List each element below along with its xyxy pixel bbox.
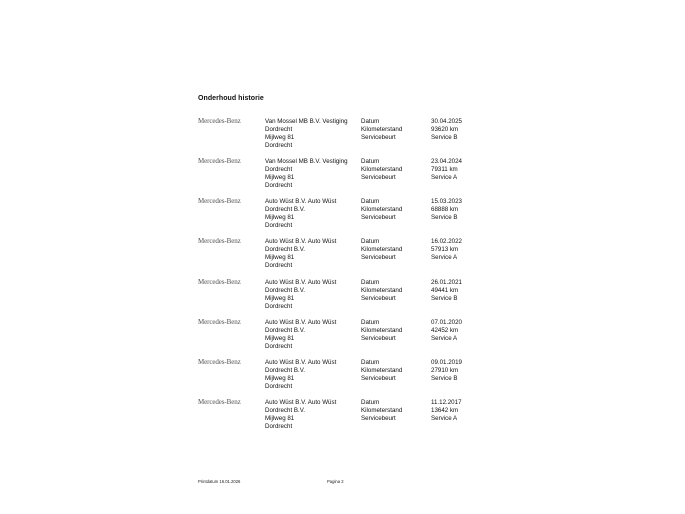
date-label: Datum	[361, 279, 380, 286]
service-record	[198, 238, 478, 274]
dealer-address	[265, 399, 336, 431]
mileage-label: Kilometerstand	[361, 126, 403, 134]
brand-logo: Mercedes-Benz	[198, 117, 241, 125]
dealer-line: Dordrecht B.V.	[265, 407, 306, 415]
date-value: 09.01.2019	[431, 359, 462, 366]
record-values	[431, 319, 462, 343]
service-label: Servicebeurt	[361, 254, 396, 262]
mileage-value: 93620 km	[431, 126, 459, 134]
dealer-address	[265, 158, 348, 190]
record-values	[431, 238, 462, 262]
service-label: Servicebeurt	[361, 375, 396, 383]
date-label: Datum	[361, 359, 380, 366]
mileage-label: Kilometerstand	[361, 206, 403, 214]
page-number: Pagina 2	[327, 479, 344, 484]
mileage-label: Kilometerstand	[361, 327, 403, 335]
dealer-city: Dordrecht	[265, 262, 293, 270]
record-labels	[361, 238, 402, 262]
record-values	[431, 198, 462, 222]
service-label: Servicebeurt	[361, 214, 396, 222]
mileage-value: 42452 km	[431, 327, 459, 335]
brand-logo: Mercedes-Benz	[198, 398, 241, 406]
section-title: Onderhoud historie	[198, 95, 264, 102]
mileage-value: 57913 km	[431, 246, 459, 254]
dealer-street: Mijlweg 81	[265, 335, 295, 343]
brand-logo: Mercedes-Benz	[198, 157, 241, 165]
dealer-city: Dordrecht	[265, 303, 293, 311]
dealer-street: Mijlweg 81	[265, 295, 295, 303]
mileage-value: 49441 km	[431, 287, 459, 295]
record-values	[431, 399, 462, 423]
brand-logo: Mercedes-Benz	[198, 358, 241, 366]
mileage-value: 68888 km	[431, 206, 459, 214]
record-labels	[361, 319, 402, 343]
record-labels	[361, 279, 402, 303]
dealer-city: Dordrecht	[265, 222, 293, 230]
dealer-name: Auto Wüst B.V. Auto Wüst	[265, 319, 337, 326]
record-labels	[361, 198, 402, 222]
date-value: 07.01.2020	[431, 319, 462, 326]
mileage-label: Kilometerstand	[361, 246, 403, 254]
mileage-value: 27910 km	[431, 367, 459, 375]
service-record	[198, 359, 478, 395]
record-labels	[361, 158, 402, 182]
service-value: Service A	[431, 335, 458, 343]
date-label: Datum	[361, 238, 380, 245]
dealer-street: Mijlweg 81	[265, 254, 295, 262]
dealer-line: Dordrecht B.V.	[265, 367, 306, 375]
record-values	[431, 359, 462, 383]
service-record	[198, 399, 478, 435]
date-value: 30.04.2025	[431, 118, 462, 125]
date-value: 16.02.2022	[431, 238, 462, 245]
service-label: Servicebeurt	[361, 174, 396, 182]
date-label: Datum	[361, 158, 380, 165]
dealer-street: Mijlweg 81	[265, 415, 295, 423]
brand-logo: Mercedes-Benz	[198, 278, 241, 286]
date-value: 26.01.2021	[431, 279, 462, 286]
record-labels	[361, 359, 402, 383]
dealer-street: Mijlweg 81	[265, 375, 295, 383]
record-labels	[361, 399, 402, 423]
service-value: Service B	[431, 134, 458, 142]
brand-logo: Mercedes-Benz	[198, 237, 241, 245]
mileage-label: Kilometerstand	[361, 407, 403, 415]
service-label: Servicebeurt	[361, 134, 396, 142]
service-record	[198, 158, 478, 194]
service-label: Servicebeurt	[361, 415, 396, 423]
dealer-city: Dordrecht	[265, 142, 293, 150]
dealer-name: Auto Wüst B.V. Auto Wüst	[265, 198, 337, 205]
dealer-city: Dordrecht	[265, 182, 293, 190]
service-value: Service A	[431, 174, 458, 182]
date-value: 11.12.2017	[431, 399, 462, 406]
service-label: Servicebeurt	[361, 295, 396, 303]
dealer-street: Mijlweg 81	[265, 214, 295, 222]
service-value: Service A	[431, 415, 458, 423]
mileage-value: 13642 km	[431, 407, 459, 415]
service-record	[198, 118, 478, 154]
dealer-city: Dordrecht	[265, 423, 293, 431]
date-label: Datum	[361, 118, 380, 125]
dealer-address	[265, 198, 336, 230]
date-label: Datum	[361, 319, 380, 326]
mileage-label: Kilometerstand	[361, 166, 403, 174]
date-label: Datum	[361, 198, 380, 205]
dealer-address	[265, 319, 336, 351]
record-values	[431, 118, 462, 142]
dealer-name: Auto Wüst B.V. Auto Wüst	[265, 238, 337, 245]
date-value: 23.04.2024	[431, 158, 462, 165]
service-record	[198, 319, 478, 355]
record-values	[431, 158, 462, 182]
dealer-line: Dordrecht B.V.	[265, 287, 306, 295]
mileage-label: Kilometerstand	[361, 287, 403, 295]
mileage-value: 79311 km	[431, 166, 458, 174]
dealer-line: Dordrecht B.V.	[265, 327, 306, 335]
service-label: Servicebeurt	[361, 335, 396, 343]
service-value: Service B	[431, 375, 458, 383]
dealer-address	[265, 238, 336, 270]
dealer-line: Dordrecht B.V.	[265, 206, 306, 214]
dealer-city: Dordrecht	[265, 343, 293, 351]
dealer-line: Dordrecht	[265, 126, 293, 134]
dealer-address	[265, 359, 336, 391]
dealer-name: Auto Wüst B.V. Auto Wüst	[265, 399, 337, 406]
print-date: Printdatum 16.01.2026	[198, 479, 241, 484]
dealer-name: Auto Wüst B.V. Auto Wüst	[265, 359, 337, 366]
service-value: Service A	[431, 254, 458, 262]
mileage-label: Kilometerstand	[361, 367, 403, 375]
service-record	[198, 198, 478, 234]
dealer-city: Dordrecht	[265, 383, 293, 391]
dealer-street: Mijlweg 81	[265, 174, 295, 182]
service-record	[198, 279, 478, 315]
record-values	[431, 279, 462, 303]
dealer-address	[265, 279, 336, 311]
service-value: Service B	[431, 295, 458, 303]
dealer-line: Dordrecht	[265, 166, 293, 174]
date-value: 15.03.2023	[431, 198, 462, 205]
brand-logo: Mercedes-Benz	[198, 318, 241, 326]
dealer-line: Dordrecht B.V.	[265, 246, 306, 254]
dealer-name: Auto Wüst B.V. Auto Wüst	[265, 279, 337, 286]
brand-logo: Mercedes-Benz	[198, 197, 241, 205]
dealer-address	[265, 118, 348, 150]
date-label: Datum	[361, 399, 380, 406]
dealer-street: Mijlweg 81	[265, 134, 295, 142]
dealer-name: Van Mossel MB B.V. Vestiging	[265, 118, 348, 125]
dealer-name: Van Mossel MB B.V. Vestiging	[265, 158, 348, 165]
record-labels	[361, 118, 402, 142]
service-value: Service B	[431, 214, 458, 222]
